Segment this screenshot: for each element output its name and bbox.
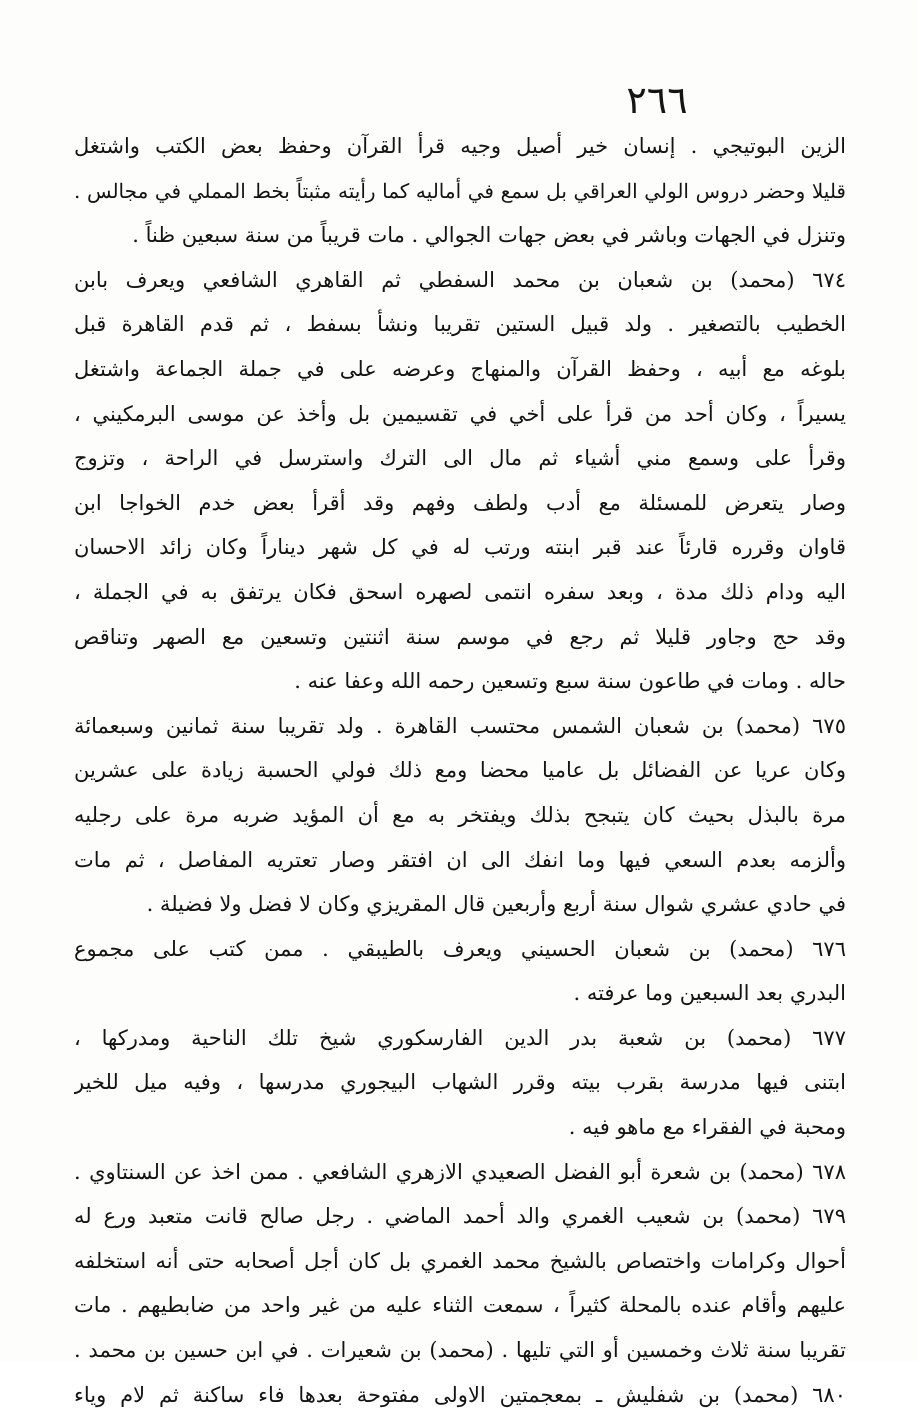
text-line: وتنزل في الجهات وباشر في بعض جهات الجوالي . مات قريباً من سنة سبعين ظناً . xyxy=(132,223,846,248)
text-line: وقرأ على وسمع مني أشياء ثم مال الى الترك واسترسل في الراحة ، وتزوج xyxy=(74,446,846,471)
text-line: في حادي عشري شوال سنة أربع وأربعين قال المقريزي وكان لا فضل ولا فضيلة . xyxy=(146,892,846,917)
text-line: يسيراً ، وكان أحد من قرأ على أخي في تقسيمين بل وأخذ عن موسى البرمكيني ، xyxy=(74,401,846,426)
text-line: ٦٧٦ (محمد) بن شعبان الحسيني ويعرف بالطيبقي . ممن كتب على مجموع xyxy=(74,936,846,961)
text-line: ٦٧٨ (محمد) بن شعرة أبو الفضل الصعيدي الازهري الشافعي . ممن اخذ عن السنتاوي . xyxy=(74,1159,846,1184)
text-line: حاله . ومات في طاعون سنة سبع وتسعين رحمه الله وعفا عنه . xyxy=(294,669,846,694)
text-line: وألزمه بعدم السعي فيها وما انفك الى ان افتقر وصار تعتريه المفاصل ، ثم مات xyxy=(74,847,846,872)
body-text xyxy=(74,124,846,1417)
text-line: تقريبا سنة ثلاث وخمسين أو التي تليها . (محمد) بن شعيرات . في ابن حسين بن محمد . xyxy=(74,1338,846,1363)
text-line: ٦٧٥ (محمد) بن شعبان الشمس محتسب القاهرة . ولد تقريبا سنة ثمانين وسبعمائة xyxy=(74,713,846,738)
text-line: قاوان وقرره قارئاً عند قبر ابنته ورتب له في كل شهر ديناراً وكان زائد الاحسان xyxy=(74,535,846,560)
text-line: وقد حج وجاور قليلا ثم رجع في موسم سنة اثنتين وتسعين مع الصهر وتناقص xyxy=(74,624,846,649)
text-line: البدري بعد السبعين وما عرفته . xyxy=(573,981,846,1006)
text-line: ابتنى فيها مدرسة بقرب بيته وقرر الشهاب البيجوري مدرسها ، وفيه ميل للخير xyxy=(74,1070,846,1095)
text-line: ٦٨٠ (محمد) بن شفليش ـ بمعجمتين الاولى مفتوحة بعدها فاء ساكنة ثم لام وياء xyxy=(74,1382,846,1407)
text-line: اليه ودام ذلك مدة ، وبعد سفره انتمى لصهره اسحق فكان يرتفق به في الجملة ، xyxy=(74,579,846,604)
text-line: الزين البوتيجي . إنسان خير أصيل وجيه قرأ القرآن وحفظ بعض الكتب واشتغل xyxy=(74,134,846,158)
text-line: مرة بالبذل بحيث كان يتبجح بذلك ويفتخر به مع أن المؤيد ضربه مرة على رجليه xyxy=(74,802,846,827)
text-line: ٦٧٤ (محمد) بن شعبان بن محمد السفطي ثم القاهري الشافعي ويعرف بابن xyxy=(74,267,846,292)
text-line: الخطيب بالتصغير . ولد قبيل الستين تقريبا ونشأ بسفط ، ثم قدم القاهرة قبل xyxy=(74,312,846,337)
text-line: ٦٧٩ (محمد) بن شعيب الغمري والد أحمد الماضي . رجل صالح قانت متعبد ورع له xyxy=(74,1204,846,1229)
text-line: أحوال وكرامات واختصاص بالشيخ محمد الغمري بل كان أجل أصحابه حتى أنه استخلفه xyxy=(74,1248,846,1273)
page-number: ٢٦٦ xyxy=(626,78,688,122)
text-line: وصار يتعرض للمسئلة مع أدب ولطف وفهم وقد أقرأ بعض خدم الخواجا ابن xyxy=(74,490,846,515)
text-line: بلوغه مع أبيه ، وحفظ القرآن والمنهاج وعرضه على في جملة الجماعة واشتغل xyxy=(74,356,846,381)
text-line: قليلا وحضر دروس الولي العراقي بل سمع في أماليه كما رأيته مثبتاً بخط المملي في مجالس . xyxy=(74,178,846,203)
text-line: وكان عريا عن الفضائل بل عاميا محضا ومع ذلك فولي الحسبة زيادة على عشرين xyxy=(74,758,846,783)
text-line: عليهم وأقام عنده بالمحلة كثيراً ، سمعت الثناء عليه من غير واحد من ضابطيهم . مات xyxy=(74,1293,846,1318)
text-line: ومحبة في الفقراء مع ماهو فيه . xyxy=(568,1115,846,1140)
text-line: ٦٧٧ (محمد) بن شعبة بدر الدين الفارسكوري شيخ تلك الناحية ومدركها ، xyxy=(74,1025,846,1050)
